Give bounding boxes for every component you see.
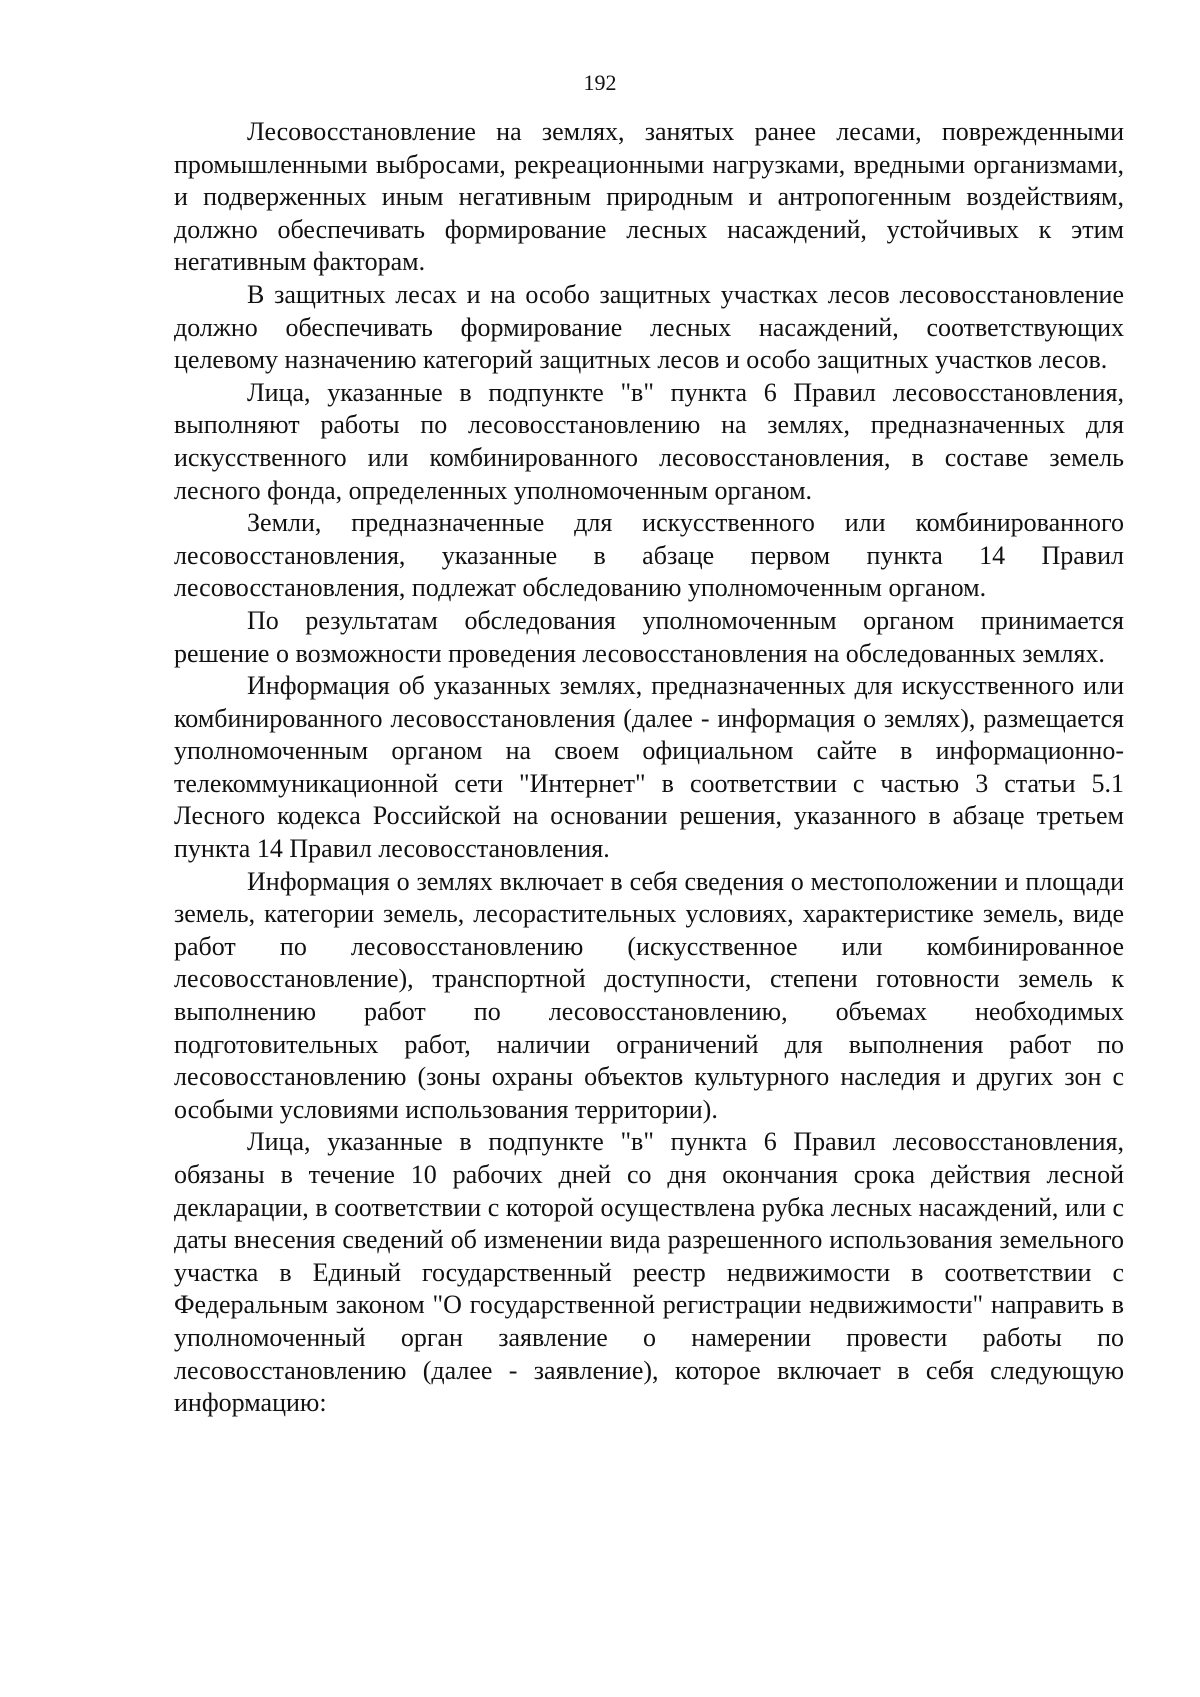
paragraph-2: В защитных лесах и на особо защитных участках лесов лесовосстановление должно обеспечивать формирование лесных насаждений, соответствующих целевому назначению категорий защитных лесов и особо защитных участков лесов. — [174, 279, 1124, 375]
page-number: 192 — [583, 70, 617, 95]
paragraph-3: Лица, указанные в подпункте "в" пункта 6 Правил лесовосстановления, выполняют работы по лесовосстановлению на землях, предназначенных для искусственного или комбинированного лесовосстановления, в составе земель лесного фонда, определенных уполномоченным органом. — [174, 377, 1124, 505]
paragraph-6: Информация об указанных землях, предназначенных для искусственного или комбинированного лесовосстановления (далее - информация о землях), размещается уполномоченным органом на своем официальном сайте в информационно-телекоммуникационной сети "Интернет" в соответствии с частью 3 статьи 5.1 Лесного кодекса Российской на основании решения, указанного в абзаце третьем пункта 14 Правил лесовосстановления. — [174, 671, 1124, 864]
paragraph-8: Лица, указанные в подпункте "в" пункта 6 Правил лесовосстановления, обязаны в течение 10 рабочих дней со дня окончания срока действия лесной декларации, в соответствии с которой осуществлена рубка лесных насаждений, или с даты внесения сведений об изменении вида разрешенного использования земельного участка в Единый государственный реестр недвижимости в соответствии с Федеральным законом "О государственной регистрации недвижимости" направить в уполномоченный орган заявление о намерении провести работы по лесовосстановлению (далее - заявление), которое включает в себя следующую информацию: — [174, 1127, 1124, 1418]
document-body — [174, 116, 1124, 1420]
paragraph-4: Земли, предназначенные для искусственного или комбинированного лесовосстановления, указанные в абзаце первом пункта 14 Правил лесовосстановления, подлежат обследованию уполномоченным органом. — [174, 508, 1124, 603]
paragraph-5: По результатам обследования уполномоченным органом принимается решение о возможности проведения лесовосстановления на обследованных землях. — [174, 605, 1124, 668]
paragraph-1: Лесовосстановление на землях, занятых ранее лесами, поврежденными промышленными выбросами, рекреационными нагрузками, вредными организмами, и подверженных иным негативным природным и антропогенным воздействиям, должно обеспечивать формирование лесных насаждений, устойчивых к этим негативным факторам. — [174, 117, 1124, 277]
paragraph-7: Информация о землях включает в себя сведения о местоположении и площади земель, категории земель, лесорастительных условиях, характеристике земель, виде работ по лесовосстановлению (искусственное или комбинированное лесовосстановление), транспортной доступности, степени готовности земель к выполнению работ по лесовосстановлению, объемах необходимых подготовительных работ, наличии ограничений для выполнения работ по лесовосстановлению (зоны охраны объектов культурного наследия и других зон с особыми условиями использования территории). — [174, 866, 1124, 1124]
